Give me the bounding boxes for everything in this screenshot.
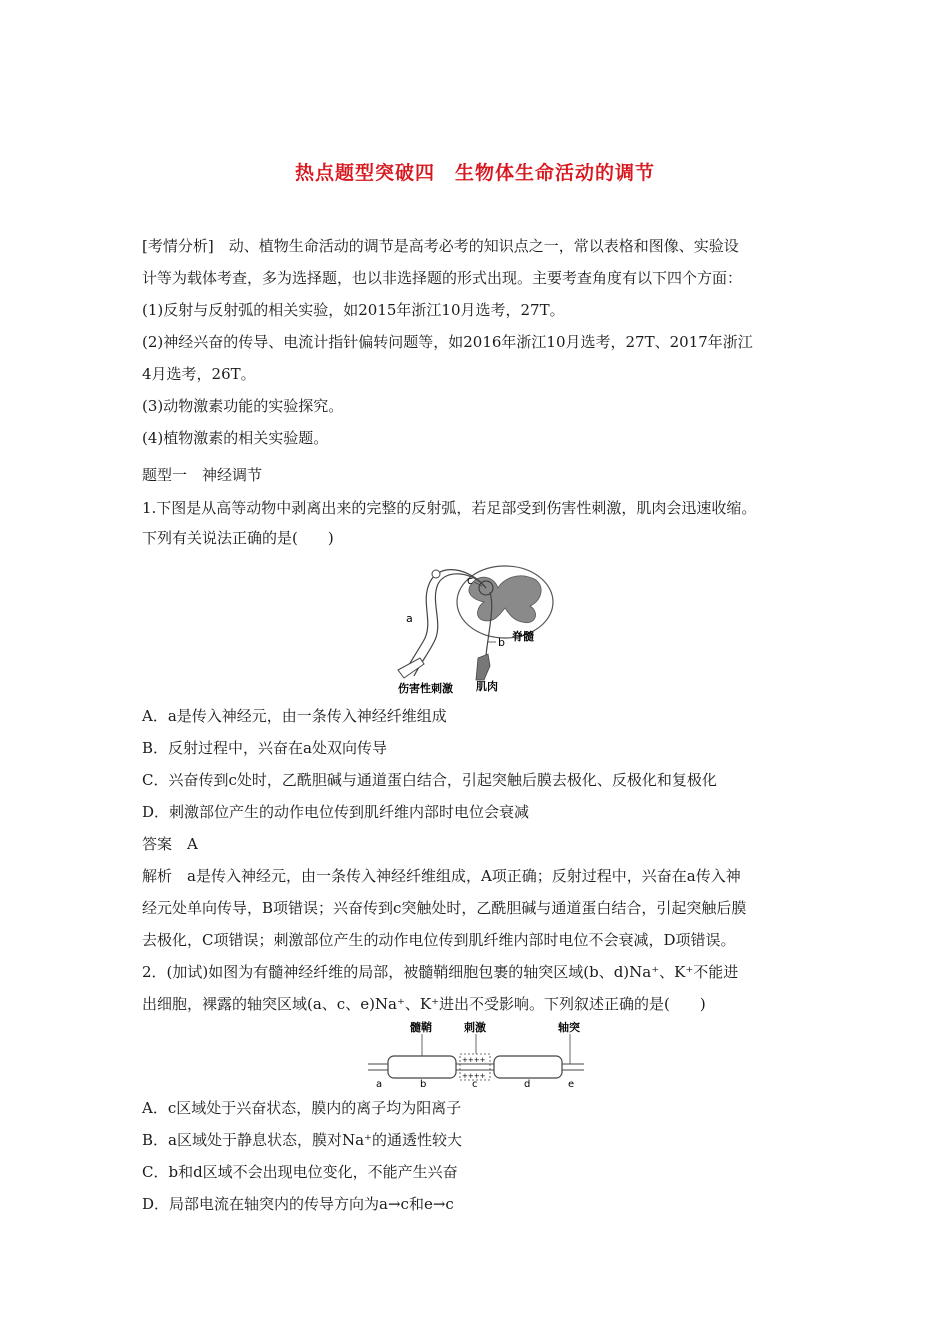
option-a: A．a是传入神经元，由一条传入神经纤维组成 [142,707,447,725]
intro-item: 4月选考，26T。 [142,365,256,383]
question-stem: 2．(加试)如图为有髓神经纤维的局部，被髓鞘细胞包裹的轴突区域(b、d)Na⁺、K⁺不能进 [142,963,739,981]
ganglion-icon [432,570,440,578]
answer: 答案 A [142,835,198,853]
label-c: c [467,574,474,587]
myelinated-fiber-figure [366,1020,586,1088]
region-c: c [472,1079,478,1088]
label-spinal-cord: 脊髓 [512,630,534,643]
option-d: D．刺激部位产生的动作电位传到肌纤维内部时电位会衰减 [142,803,530,821]
intro-line: 计等为载体考查，多为选择题，也以非选择题的形式出现。主要考查角度有以下四个方面： [142,269,743,287]
analysis-line: 解析 a是传入神经元，由一条传入神经纤维组成，A项正确；反射过程中，兴奋在a传入神 [142,867,741,885]
analysis-line: 经元处单向传导，B项错误；兴奋传到c突触处时，乙酰胆碱与通道蛋白结合，引起突触后膜 [142,899,747,917]
option-c: C．兴奋传到c处时，乙酰胆碱与通道蛋白结合，引起突触后膜去极化、反极化和复极化 [142,771,717,789]
label-axon: 轴突 [558,1021,580,1034]
page-title: 热点题型突破四 生物体生命活动的调节 [294,162,655,184]
analysis-line: 去极化，C项错误；刺激部位产生的动作电位传到肌纤维内部时电位不会衰减，D项错误。 [142,931,736,949]
region-d: d [524,1079,531,1088]
option-b: B．a区域处于静息状态，膜对Na⁺的通透性较大 [142,1131,462,1149]
intro-line: [考情分析] 动、植物生命活动的调节是高考必考的知识点之一，常以表格和图像、实验设 [142,237,739,255]
region-a: a [376,1079,383,1088]
label-b: b [498,636,505,649]
section-heading: 题型一 神经调节 [142,466,263,484]
reflex-arc-figure [390,562,570,696]
option-a: A．c区域处于兴奋状态，膜内的离子均为阳离子 [142,1099,462,1117]
option-c: C．b和d区域不会出现电位变化，不能产生兴奋 [142,1163,458,1181]
label-myelin: 髓鞘 [410,1021,432,1034]
intro-item: (4)植物激素的相关实验题。 [142,429,329,447]
intro-item: (2)神经兴奋的传导、电流计指针偏转问题等，如2016年浙江10月选考，27T、2017年浙江 [142,333,753,351]
myelin-d [494,1056,562,1078]
option-b: B．反射过程中，兴奋在a处双向传导 [142,739,387,757]
label-stimulus: 刺激 [464,1021,486,1034]
muscle-icon [476,654,490,680]
option-d: D．局部电流在轴突内的传导方向为a→c和e→c [142,1195,454,1213]
label-a: a [406,612,413,625]
region-e: e [568,1079,575,1088]
charge-marks-top: ++++ [462,1056,486,1064]
charge-marks-bottom: ++++ [462,1072,486,1080]
question-stem: 1.下图是从高等动物中剥离出来的完整的反射弧，若足部受到伤害性刺激，肌肉会迅速收缩。 [142,499,757,517]
myelin-b [388,1056,456,1078]
label-muscle: 肌肉 [476,680,498,693]
label-stimulus: 伤害性刺激 [398,682,453,695]
region-b: b [420,1079,427,1088]
intro-item: (1)反射与反射弧的相关实验，如2015年浙江10月选考，27T。 [142,301,565,319]
intro-item: (3)动物激素功能的实验探究。 [142,397,344,415]
question-stem: 出细胞，裸露的轴突区域(a、c、e)Na⁺、K⁺进出不受影响。下列叙述正确的是( ) [142,995,706,1013]
question-stem: 下列有关说法正确的是( ) [142,529,334,547]
